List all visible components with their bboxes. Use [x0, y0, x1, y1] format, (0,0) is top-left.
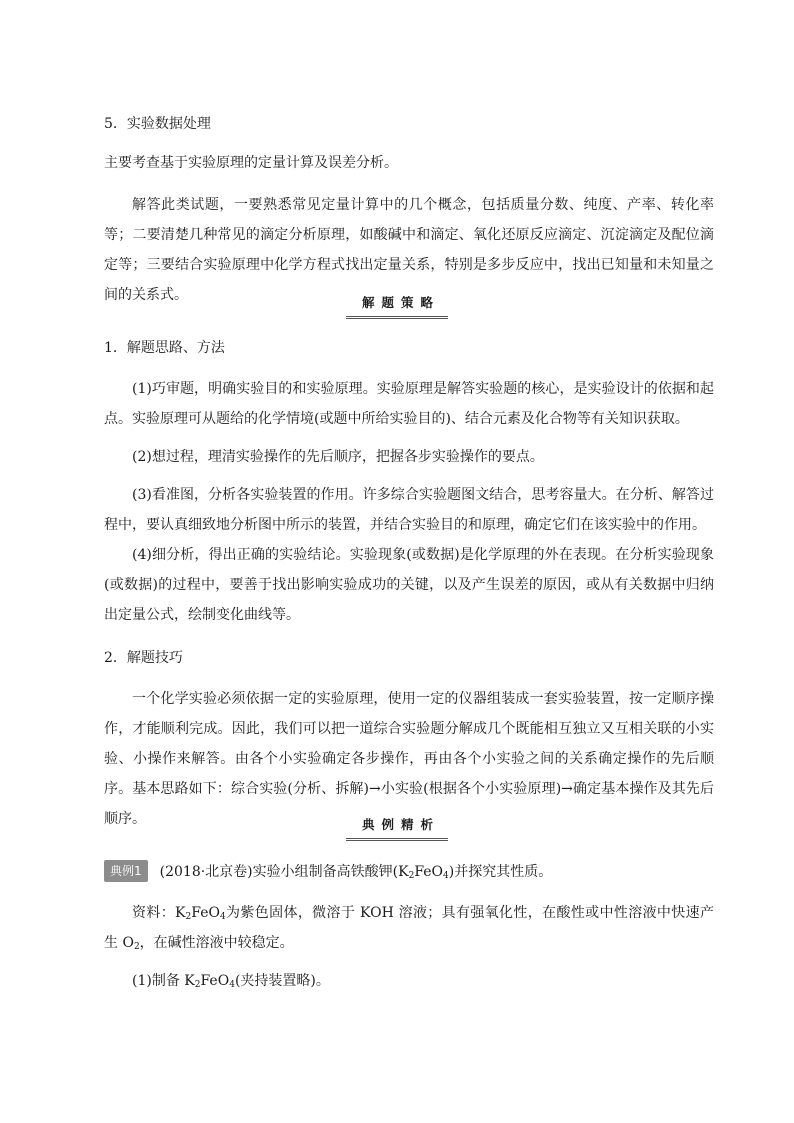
strategy-sub1-heading: 1．解题思路、方法	[104, 340, 225, 356]
example-section-title	[0, 814, 794, 841]
subscript: 4	[443, 871, 449, 881]
strategy-item-2: (2)想过程，理清实验操作的先后顺序，把握各步实验操作的要点。	[132, 449, 544, 465]
part-text: (夹持装置略)。	[234, 973, 330, 989]
material-text: FeO	[191, 905, 220, 921]
part-text: FeO	[200, 973, 230, 989]
strategy-sub2-body: 一个化学实验必须依据一定的实验原理，使用一定的仪器组装成一套实验装置，按一定顺序操作，才能顺利完成。因此，我们可以把一道综合实验题分解成几个既能相互独立又互相关联的小实验、小操作来解答。由各个小实验确定各步操作，再由各个小实验之间的关系确定操作的先后顺序。基本思路如下：综合实验(分析、拆解)→小实验(根据各个小实验原理)→确定基本操作及其先后顺序。	[104, 691, 714, 827]
subscript: 2	[408, 871, 415, 881]
strategy-section-title	[0, 292, 794, 319]
example-part-1	[104, 966, 714, 996]
subscript: 2	[133, 942, 140, 952]
section-5-body: 解答此类试题，一要熟悉常见定量计算中的几个概念，包括质量分数、纯度、产率、转化率等；二要清楚几种常见的滴定分析原理，如酸碱中和滴定、氧化还原反应滴定、沉淀滴定及配位滴定等；三要结合实验原理中化学方程式找出定量关系，特别是多步反应中，找出已知量和未知量之间的关系式。	[104, 197, 714, 303]
strategy-sub2-heading: 2．解题技巧	[104, 650, 183, 666]
example-material	[104, 898, 714, 958]
question-text: FeO	[414, 864, 444, 880]
example-question	[104, 860, 552, 882]
part-text: (1)制备 K	[132, 973, 195, 989]
example-title-text: 典例精析	[346, 815, 448, 841]
subscript: 2	[185, 912, 192, 922]
section-5-intro: 主要考查基于实验原理的定量计算及误差分析。	[104, 155, 398, 171]
section-5-heading: 5．实验数据处理	[104, 116, 211, 132]
strategy-title-text: 解题策略	[346, 293, 448, 319]
strategy-item-1: (1)巧审题，明确实验目的和实验原理。实验原理是解答实验题的核心，是实验设计的依据和起点。实验原理可从题给的化学情境(或题中所给实验目的)、结合元素及化合物等有关知识获取。	[104, 381, 714, 427]
question-text: )并探究其性质。	[448, 864, 553, 880]
question-text: (2018·北京卷)实验小组制备高铁酸钾(K	[159, 864, 409, 880]
strategy-item-4: (4)细分析，得出正确的实验结论。实验现象(或数据)是化学原理的外在表现。在分析实验现象(或数据)的过程中，要善于找出影响实验成功的关键，以及产生误差的原因，或从有关数据中归纳出定量公式，绘制变化曲线等。	[104, 547, 714, 623]
example-badge: 典例1	[104, 860, 148, 882]
subscript: 4	[229, 980, 235, 990]
material-text: 为紫色固体，微溶于 KOH 溶液；具有强氧化性，在酸性或中性溶液中快速产生 O	[104, 905, 714, 951]
material-text: 资料：K	[132, 905, 186, 921]
subscript: 2	[194, 980, 201, 990]
material-text: ，在碱性溶液中较稳定。	[139, 935, 294, 951]
subscript: 4	[219, 912, 226, 922]
strategy-item-3: (3)看准图，分析各实验装置的作用。许多综合实验题图文结合，思考容量大。在分析、解答过程中，要认真细致地分析图中所示的装置，并结合实验目的和原理，确定它们在该实验中的作用。	[104, 487, 714, 533]
